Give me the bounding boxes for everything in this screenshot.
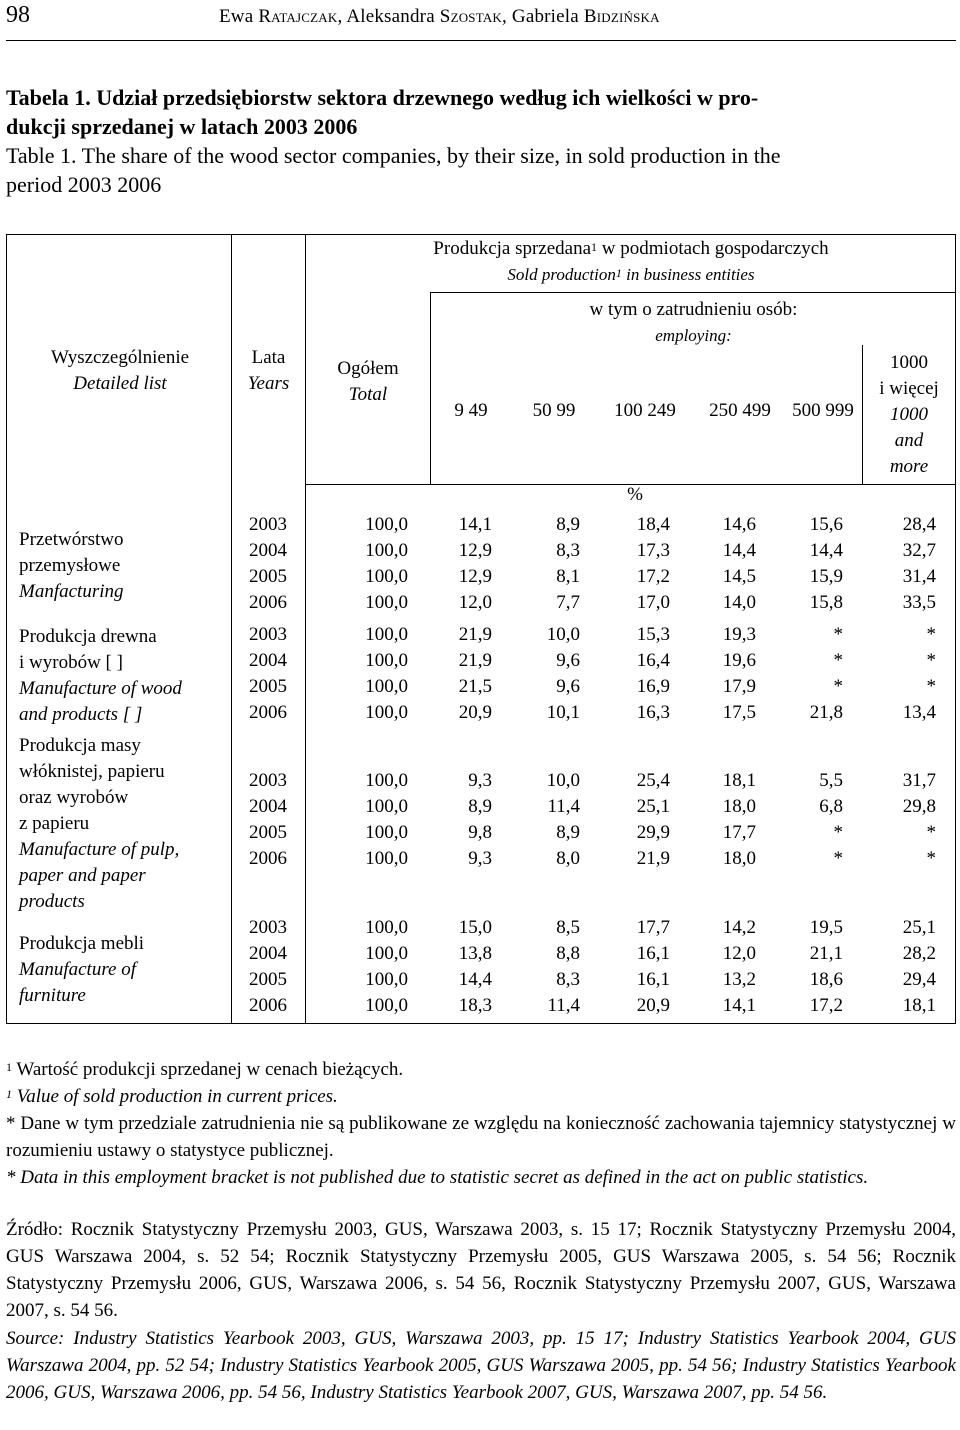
table-cell: 28,2 bbox=[902, 943, 936, 964]
table-cell: 100,0 bbox=[365, 969, 408, 990]
table-cell: 11,4 bbox=[547, 995, 580, 1016]
table-cell: 12,9 bbox=[458, 566, 492, 587]
table-cell: 14,0 bbox=[722, 592, 756, 613]
table-cell: 2004 bbox=[249, 943, 287, 964]
table-cell: 14,6 bbox=[722, 514, 756, 535]
col-header-250-499: 250 499 bbox=[709, 400, 771, 421]
table-cell: 100,0 bbox=[365, 848, 408, 869]
table-cell: 18,4 bbox=[636, 514, 670, 535]
table-cell: 11,4 bbox=[547, 796, 580, 817]
table-cell: 17,3 bbox=[636, 540, 670, 561]
table-cell: 25,1 bbox=[636, 796, 670, 817]
table-cell: 17,2 bbox=[809, 995, 843, 1016]
table-cell: 7,7 bbox=[556, 592, 580, 613]
table-row-group bbox=[686, 768, 756, 872]
table-row-group bbox=[686, 622, 756, 726]
table-cell: 18,1 bbox=[722, 770, 756, 791]
section-label-manufacturing: Przetwórstwo przemysłowe Manfacturing bbox=[19, 529, 124, 602]
table-caption-pl: Tabela 1. Udział przedsiębiorstw sektora drzewnego według ich wielkości w pro- dukcji sprzedanej w latach 2003 2006 bbox=[6, 85, 759, 139]
table-cell: 12,9 bbox=[458, 540, 492, 561]
table-row-group bbox=[510, 512, 580, 616]
table-row-group bbox=[600, 622, 670, 726]
table-cell: 10,1 bbox=[546, 702, 580, 723]
table-cell: 100,0 bbox=[365, 943, 408, 964]
table-cell: 9,3 bbox=[468, 770, 492, 791]
table-cell: 100,0 bbox=[365, 770, 408, 791]
table-cell: 18,6 bbox=[809, 969, 843, 990]
table-cell: 16,1 bbox=[636, 969, 670, 990]
table-cell: 25,1 bbox=[902, 917, 936, 938]
table-cell: * bbox=[833, 676, 843, 697]
table-cell: 20,9 bbox=[458, 702, 492, 723]
table-cell: 100,0 bbox=[365, 514, 408, 535]
table-cell: 100,0 bbox=[365, 702, 408, 723]
table-cell: 15,6 bbox=[809, 514, 843, 535]
table-cell: 15,0 bbox=[458, 917, 492, 938]
table-row-group bbox=[420, 915, 492, 1019]
table-cell: 31,7 bbox=[902, 770, 936, 791]
table-cell: 16,3 bbox=[636, 702, 670, 723]
table-cell: 2006 bbox=[249, 592, 287, 613]
table-cell: 2006 bbox=[249, 702, 287, 723]
table-cell: 15,9 bbox=[809, 566, 843, 587]
table-cell: 18,1 bbox=[902, 995, 936, 1016]
table-cell: 19,5 bbox=[809, 917, 843, 938]
table-cell: 8,5 bbox=[556, 917, 580, 938]
table-cell: 2003 bbox=[249, 917, 287, 938]
table-cell: 2003 bbox=[249, 624, 287, 645]
table-row-group bbox=[773, 768, 843, 872]
table-cell: 16,9 bbox=[636, 676, 670, 697]
table-cell: 13,4 bbox=[902, 702, 936, 723]
table-cell: 31,4 bbox=[902, 566, 936, 587]
table-cell: 18,0 bbox=[722, 848, 756, 869]
table-row-group bbox=[420, 512, 492, 616]
table-cell: 14,1 bbox=[458, 514, 492, 535]
table-cell: 17,9 bbox=[722, 676, 756, 697]
table-cell: 29,9 bbox=[636, 822, 670, 843]
table-cell: 32,7 bbox=[902, 540, 936, 561]
table-cell: 8,8 bbox=[556, 943, 580, 964]
table-cell: 21,8 bbox=[809, 702, 843, 723]
table-row-group bbox=[866, 915, 936, 1019]
table-cell: 12,0 bbox=[722, 943, 756, 964]
table-cell: 14,4 bbox=[722, 540, 756, 561]
table-row-group bbox=[306, 622, 408, 726]
table-cell: 14,1 bbox=[722, 995, 756, 1016]
table-cell: * bbox=[926, 848, 936, 869]
table-cell: 15,8 bbox=[809, 592, 843, 613]
table-cell: 100,0 bbox=[365, 650, 408, 671]
table-row-group bbox=[510, 622, 580, 726]
table-cell: * bbox=[833, 624, 843, 645]
table-row-group bbox=[600, 768, 670, 872]
table-cell: 2005 bbox=[249, 676, 287, 697]
table-cell: 28,4 bbox=[902, 514, 936, 535]
table-cell: 13,8 bbox=[458, 943, 492, 964]
table-cell: 33,5 bbox=[902, 592, 936, 613]
table-cell: 21,9 bbox=[458, 650, 492, 671]
col-header-500-999: 500 999 bbox=[792, 400, 854, 421]
table-cell: * bbox=[833, 848, 843, 869]
col-header-1000-more: 1000 i więcej 1000 and more bbox=[879, 352, 939, 477]
table-cell: 21,9 bbox=[458, 624, 492, 645]
footnote-star-en: * Data in this employment bracket is not published due to statistic secret as defined in the act on public statistics. bbox=[6, 1167, 869, 1188]
table-row-group bbox=[510, 768, 580, 872]
table-cell: 8,9 bbox=[556, 514, 580, 535]
table-cell: 100,0 bbox=[365, 917, 408, 938]
header-rule bbox=[6, 40, 956, 41]
section-label-pulp-paper: Produkcja masy włóknistej, papieru oraz wyrobów z papieru Manufacture of pulp, paper and paper products bbox=[19, 735, 180, 912]
table-row-group bbox=[420, 768, 492, 872]
table-cell: 9,3 bbox=[468, 848, 492, 869]
table-cell: 21,9 bbox=[636, 848, 670, 869]
footnote-1-pl: $^1$ Wartość produkcji sprzedanej w cenach bieżących. bbox=[6, 1059, 404, 1080]
table-cell: * bbox=[926, 650, 936, 671]
table-row-group bbox=[510, 915, 580, 1019]
table-row-group bbox=[866, 512, 936, 616]
table-row-group bbox=[420, 622, 492, 726]
table-cell: 19,3 bbox=[722, 624, 756, 645]
table-cell: 10,0 bbox=[546, 624, 580, 645]
table-cell: 10,0 bbox=[546, 770, 580, 791]
table-row-group bbox=[773, 622, 843, 726]
table-cell: 14,4 bbox=[809, 540, 843, 561]
section-label-wood: Produkcja drewna i wyrobów [ ] Manufacture of wood and products [ ] bbox=[19, 626, 182, 725]
table-row-group bbox=[866, 622, 936, 726]
table-row-group bbox=[306, 512, 408, 616]
table-cell: 17,0 bbox=[636, 592, 670, 613]
table-cell: 100,0 bbox=[365, 540, 408, 561]
table-cell: 2005 bbox=[249, 566, 287, 587]
table-cell: 20,9 bbox=[636, 995, 670, 1016]
table-row-group bbox=[600, 915, 670, 1019]
table-cell: 19,6 bbox=[722, 650, 756, 671]
table-cell: 21,1 bbox=[809, 943, 843, 964]
table-cell: 2006 bbox=[249, 848, 287, 869]
table-cell: 14,4 bbox=[458, 969, 492, 990]
table-caption-en: Table 1. The share of the wood sector companies, by their size, in sold production in the period 2003 2006 bbox=[6, 143, 781, 197]
footnote-1-en: $^1$ Value of sold production in current prices. bbox=[6, 1086, 338, 1107]
col-header-years: Lata Years bbox=[247, 347, 290, 394]
running-header-authors: Ewa Ratajczak, Aleksandra Szostak, Gabriela Bidzińska bbox=[219, 6, 660, 27]
table-cell: 8,9 bbox=[468, 796, 492, 817]
table-cell: 2004 bbox=[249, 796, 287, 817]
table-cell: 100,0 bbox=[365, 796, 408, 817]
table-cell: 100,0 bbox=[365, 995, 408, 1016]
table-cell: 2005 bbox=[249, 969, 287, 990]
table-cell: 100,0 bbox=[365, 676, 408, 697]
source-pl: Źródło: Rocznik Statystyczny Przemysłu 2003, GUS, Warszawa 2003, s. 15 17; Rocznik Statystyczny Przemysłu 2004, GUS Warszawa 2004, s. 52 54; Rocznik Statystyczny Przemysłu 2005, GUS Warszawa 2005, s. 54 56; Rocznik Statystyczny Przemysłu 2006, GUS, Warszawa 2006, s. 54 56, Rocznik Statystyczny Przemysłu 2007, GUS, Warszawa 2007, s. 54 56. bbox=[6, 1219, 956, 1321]
table-cell: 100,0 bbox=[365, 566, 408, 587]
table-row-group bbox=[306, 768, 408, 872]
table-cell: 8,1 bbox=[556, 566, 580, 587]
table-cell: 17,5 bbox=[722, 702, 756, 723]
page-number: 98 bbox=[6, 2, 30, 28]
table-cell: 14,2 bbox=[722, 917, 756, 938]
col-header-100-249: 100 249 bbox=[614, 400, 676, 421]
table-cell: 9,6 bbox=[556, 650, 580, 671]
table-cell: 8,9 bbox=[556, 822, 580, 843]
table-cell: 17,7 bbox=[636, 917, 670, 938]
table-row-group bbox=[232, 512, 304, 616]
table-cell: * bbox=[926, 822, 936, 843]
table-cell: 5,5 bbox=[819, 770, 843, 791]
col-header-total: Ogółem Total bbox=[337, 358, 399, 405]
table-cell: 14,5 bbox=[722, 566, 756, 587]
table-row-group bbox=[686, 512, 756, 616]
table-row-group bbox=[232, 768, 304, 872]
table-row-group bbox=[773, 512, 843, 616]
table-cell: 12,0 bbox=[458, 592, 492, 613]
table-cell: 2003 bbox=[249, 514, 287, 535]
table-cell: * bbox=[926, 624, 936, 645]
table-cell: * bbox=[833, 822, 843, 843]
col-header-detail: Wyszczególnienie Detailed list bbox=[50, 347, 190, 394]
footnote-star-pl: * Dane w tym przedziale zatrudnienia nie są publikowane ze względu na konieczność zachowania tajemnicy statystycznej w rozumieniu ustawy o statystyce publicznej. bbox=[6, 1113, 956, 1161]
subgroup-header-employing: w tym o zatrudnieniu osób: employing: bbox=[589, 299, 798, 345]
table-cell: 100,0 bbox=[365, 822, 408, 843]
table-row-group bbox=[232, 622, 304, 726]
table-row-group bbox=[600, 512, 670, 616]
table-row-group bbox=[773, 915, 843, 1019]
table-cell: * bbox=[926, 676, 936, 697]
table-cell: 100,0 bbox=[365, 592, 408, 613]
unit-percent: % bbox=[627, 484, 643, 505]
source-en: Source: Industry Statistics Yearbook 2003, GUS, Warszawa 2003, pp. 15 17; Industry Statistics Yearbook 2004, GUS Warszawa 2004, pp. 52 54; Industry Statistics Yearbook 2005, GUS Warszawa 2005, pp. 54 56; Industry Statistics Yearbook 2006, GUS, Warszawa 2006, pp. 54 56, Industry Statistics Yearbook 2007, GUS, Warszawa 2007, pp. 54 56. bbox=[6, 1328, 956, 1403]
table-cell: 17,2 bbox=[636, 566, 670, 587]
col-header-50-99: 50 99 bbox=[532, 400, 576, 421]
table-cell: 17,7 bbox=[722, 822, 756, 843]
col-header-9-49: 9 49 bbox=[454, 400, 488, 421]
table-cell: 15,3 bbox=[636, 624, 670, 645]
table-cell: 8,3 bbox=[556, 969, 580, 990]
table-cell: 2004 bbox=[249, 650, 287, 671]
table-cell: 100,0 bbox=[365, 624, 408, 645]
table-cell: 2004 bbox=[249, 540, 287, 561]
table-cell: 16,1 bbox=[636, 943, 670, 964]
table-cell: 29,4 bbox=[902, 969, 936, 990]
table-cell: 21,5 bbox=[458, 676, 492, 697]
table-cell: 8,0 bbox=[556, 848, 580, 869]
table-cell: 9,8 bbox=[468, 822, 492, 843]
table-row-group bbox=[306, 915, 408, 1019]
table-cell: 18,3 bbox=[458, 995, 492, 1016]
table-cell: 16,4 bbox=[636, 650, 670, 671]
group-header-sold-production: Produkcja sprzedana$^1$ w podmiotach gospodarczych Sold production$^1$ in business entities bbox=[433, 238, 829, 284]
table-cell: 25,4 bbox=[636, 770, 670, 791]
table-row-group bbox=[686, 915, 756, 1019]
table-cell: 8,3 bbox=[556, 540, 580, 561]
table-cell: 2006 bbox=[249, 995, 287, 1016]
table-cell: 18,0 bbox=[722, 796, 756, 817]
table-cell: 2005 bbox=[249, 822, 287, 843]
table-cell: 29,8 bbox=[902, 796, 936, 817]
subheader-divider bbox=[430, 292, 956, 293]
table-cell: 13,2 bbox=[722, 969, 756, 990]
table-cell: 6,8 bbox=[819, 796, 843, 817]
section-label-furniture: Produkcja mebli Manufacture of furniture bbox=[19, 933, 145, 1006]
table-cell: * bbox=[833, 650, 843, 671]
table-cell: 9,6 bbox=[556, 676, 580, 697]
table-cell: 2003 bbox=[249, 770, 287, 791]
table-row-group bbox=[866, 768, 936, 872]
table-row-group bbox=[232, 915, 304, 1019]
